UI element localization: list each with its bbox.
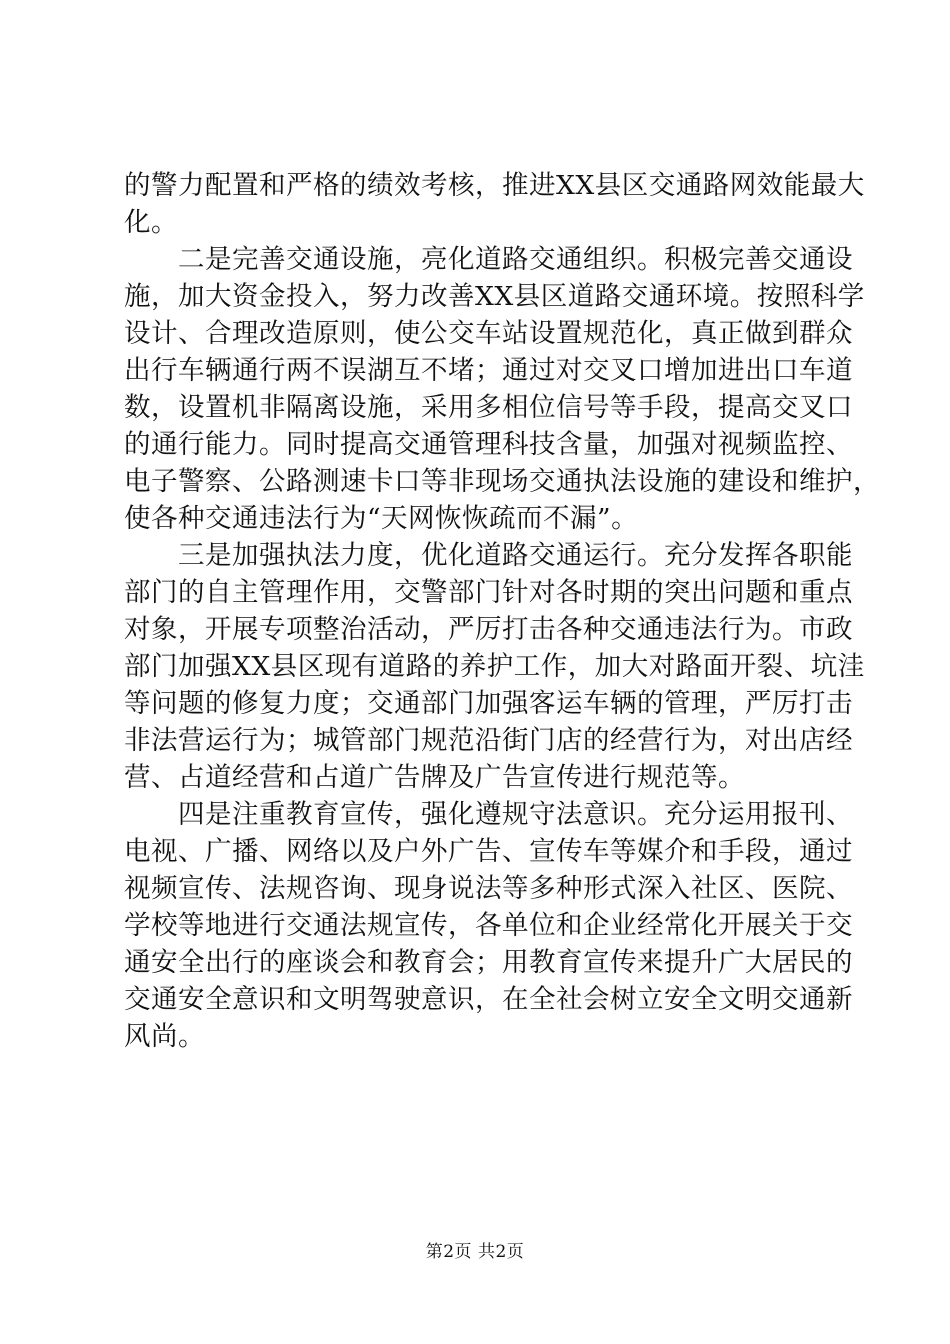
text-line: 的通行能力。同时提高交通管理科技含量，加强对视频监控、 <box>124 429 853 460</box>
text-line: 三是加强执法力度，优化道路交通运行。充分发挥各职能 <box>178 540 853 571</box>
text-line: 视频宣传、法规咨询、现身说法等多种形式深入社区、医院、 <box>124 873 853 904</box>
text-line: 设计、合理改造原则，使公交车站设置规范化，真正做到群众 <box>124 318 853 349</box>
text-line: 四是注重教育宣传，强化遵规守法意识。充分运用报刊、 <box>178 799 853 830</box>
text-line: 通安全出行的座谈会和教育会；用教育宣传来提升广大居民的 <box>124 947 853 978</box>
text-line: 电视、广播、网络以及户外广告、宣传车等媒介和手段，通过 <box>124 836 853 867</box>
text-line: 非法营运行为；城管部门规范沿街门店的经营行为，对出店经 <box>124 725 853 756</box>
text-line: 部门加强XX县区现有道路的养护工作，加大对路面开裂、坑洼 <box>124 651 865 682</box>
text-line: 部门的自主管理作用，交警部门针对各时期的突出问题和重点 <box>124 577 853 608</box>
text-line: 使各种交通违法行为“天网恢恢疏而不漏”。 <box>124 503 639 534</box>
text-line: 施，加大资金投入，努力改善XX县区道路交通环境。按照科学 <box>124 281 865 312</box>
text-line: 等问题的修复力度；交通部门加强客运车辆的管理，严厉打击 <box>124 688 853 719</box>
text-line: 对象，开展专项整治活动，严厉打击各种交通违法行为。市政 <box>124 614 853 645</box>
text-line: 风尚。 <box>124 1021 205 1052</box>
text-line: 出行车辆通行两不误湖互不堵；通过对交叉口增加进出口车道 <box>124 355 853 386</box>
text-line: 化。 <box>124 207 178 238</box>
text-line: 电子警察、公路测速卡口等非现场交通执法设施的建设和维护， <box>124 466 880 497</box>
text-line: 营、占道经营和占道广告牌及广告宣传进行规范等。 <box>124 762 745 793</box>
text-line: 的警力配置和严格的绩效考核，推进XX县区交通路网效能最大 <box>124 170 865 201</box>
page-footer: 第2页 共2页 <box>425 1242 525 1262</box>
body-text <box>124 167 880 1055</box>
text-line: 学校等地进行交通法规宣传，各单位和企业经常化开展关于交 <box>124 910 853 941</box>
text-line: 交通安全意识和文明驾驶意识，在全社会树立安全文明交通新 <box>124 984 853 1015</box>
text-line: 二是完善交通设施，亮化道路交通组织。积极完善交通设 <box>178 244 853 275</box>
text-line: 数，设置机非隔离设施，采用多相位信号等手段，提高交叉口 <box>124 392 853 423</box>
